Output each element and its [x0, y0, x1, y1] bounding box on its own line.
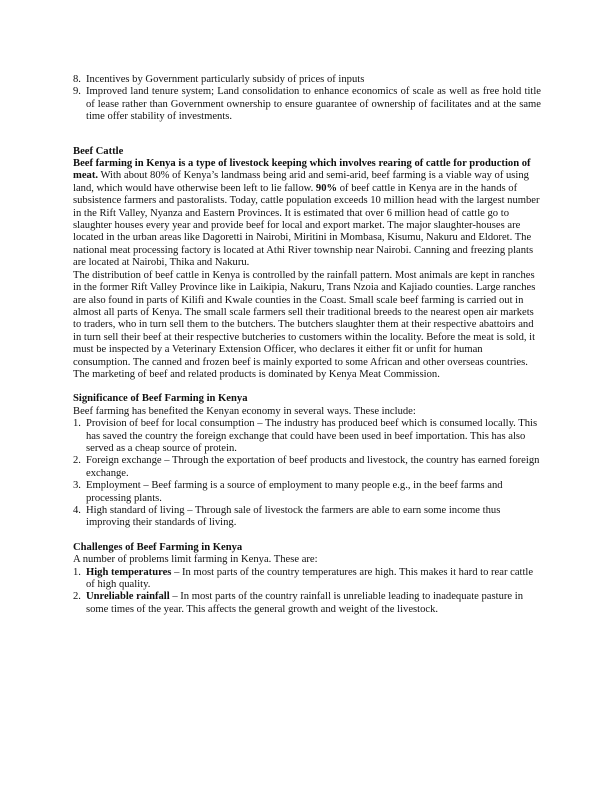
top-numbered-list: [73, 74, 541, 124]
list-item: [73, 86, 541, 123]
beef-paragraph-2: The distribution of beef cattle in Kenya is controlled by the rainfall pattern. Most animals are kept in ranches in the former Rift Valley Province like in Laikipia, Nakuru, Trans Nzoia and Kajiado counties. Large ranches are also found in parts of Kilifi and Kwale counties in the Coast. Small scale beef farming is carried out in almost all parts of Kenya. The small scale farmers sell their traditional breeds to the nearest open air markets to traders, who in turn sell them to the butchers. The butchers slaughter them at their respective abattoirs and in turn sell their beef at their respective butcheries to customers within the locality. Before the meat is sold, it must be inspected by a Veterinary Extension Officer, who declares it either fit or unfit for human consumption. The canned and frozen beef is mainly exported to some African and other overseas countries. The marketing of beef and related products is dominated by Kenya Meat Commission.: [73, 269, 536, 380]
list-text: Improved land tenure system; Land consolidation to enhance economics of scale as well as free hold title of lease rather than Government ownership to ensure guarantee of ownership of facilitates and at the same time offer stability of investments.: [86, 86, 541, 123]
list-text: – In most parts of the country temperatures are high. This makes it hard to rear cattle of high quality.: [86, 566, 534, 591]
challenges-list: [73, 567, 541, 617]
significance-list: [73, 418, 541, 530]
list-number: 2.: [73, 591, 81, 603]
list-item: [73, 418, 541, 455]
beef-cattle-heading: Beef Cattle: [73, 145, 124, 157]
significance-intro: Beef farming has benefited the Kenyan economy in several ways. These include:: [73, 405, 416, 417]
list-item: [73, 480, 541, 505]
list-text: Foreign exchange – Through the exportation of beef products and livestock, the country has earned foreign exchange.: [86, 455, 540, 479]
list-number: 8.: [73, 74, 81, 85]
list-number: 4.: [73, 505, 81, 516]
challenge-title: Unreliable rainfall: [86, 591, 170, 603]
beef-paragraph-1: [73, 158, 541, 270]
beef-definition: Beef farming in Kenya is a type of livestock keeping which involves rearing of cattle for production of meat.: [73, 158, 531, 182]
list-number: 1.: [73, 418, 81, 430]
list-number: 2.: [73, 455, 81, 467]
challenges-heading: Challenges of Beef Farming in Kenya: [73, 541, 243, 553]
list-text: Incentives by Government particularly subsidy of prices of inputs: [86, 74, 365, 85]
significance-heading: Significance of Beef Farming in Kenya: [73, 393, 248, 405]
list-item: [73, 505, 541, 530]
page-content: [73, 74, 541, 616]
list-item: [73, 567, 541, 592]
challenges-intro: A number of problems limit farming in Kenya. These are:: [73, 554, 318, 566]
list-text: Provision of beef for local consumption – The industry has produced beef which is consumed locally. This has saved the country the foreign exchange that could have been used in beef importation. This has also served as a cheap source of protein.: [86, 418, 538, 454]
list-number: 9.: [73, 86, 81, 98]
beef-percent: 90%: [315, 182, 338, 194]
beef-p1-text-a: With about 80% of Kenya’s landmass being arid and semi-arid, beef farming is a viable way of using land, which would have otherwise been left to lie fallow.: [73, 170, 529, 194]
list-number: 1.: [73, 566, 81, 578]
list-text: Employment – Beef farming is a source of employment to many people e.g., in the beef farms and processing plants.: [86, 480, 503, 504]
list-text: High standard of living – Through sale of livestock the farmers are able to earn some income thus improving their standards of living.: [86, 505, 501, 529]
beef-p1-text-b: of beef cattle in Kenya are in the hands of subsistence farmers and pastoralists. Today, cattle population exceeds 10 million head with the largest number in the Rift Valley, Nyanza and Eastern Provinces. It is estimated that over 6 million head of cattle go to slaughter houses every year and provide beef for local and export market. The major slaughter-houses are located in the urban areas like Dagoretti in Nairobi, Miritini in Mombasa, Kisumu, Nakuru and Eldoret. The national meat processing factory is located at Athi River township near Nairobi. Canning and freezing plants are located at Nairobi, Thika and Nakuru.: [73, 182, 540, 269]
list-item: [73, 74, 541, 86]
challenge-title: High temperatures: [86, 566, 172, 578]
list-item: [73, 591, 541, 616]
list-number: 3.: [73, 480, 81, 492]
list-text: – In most parts of the country rainfall is unreliable leading to inadequate pasture in some times of the year. This affects the general growth and weight of the livestock.: [86, 591, 523, 615]
list-item: [73, 455, 541, 480]
